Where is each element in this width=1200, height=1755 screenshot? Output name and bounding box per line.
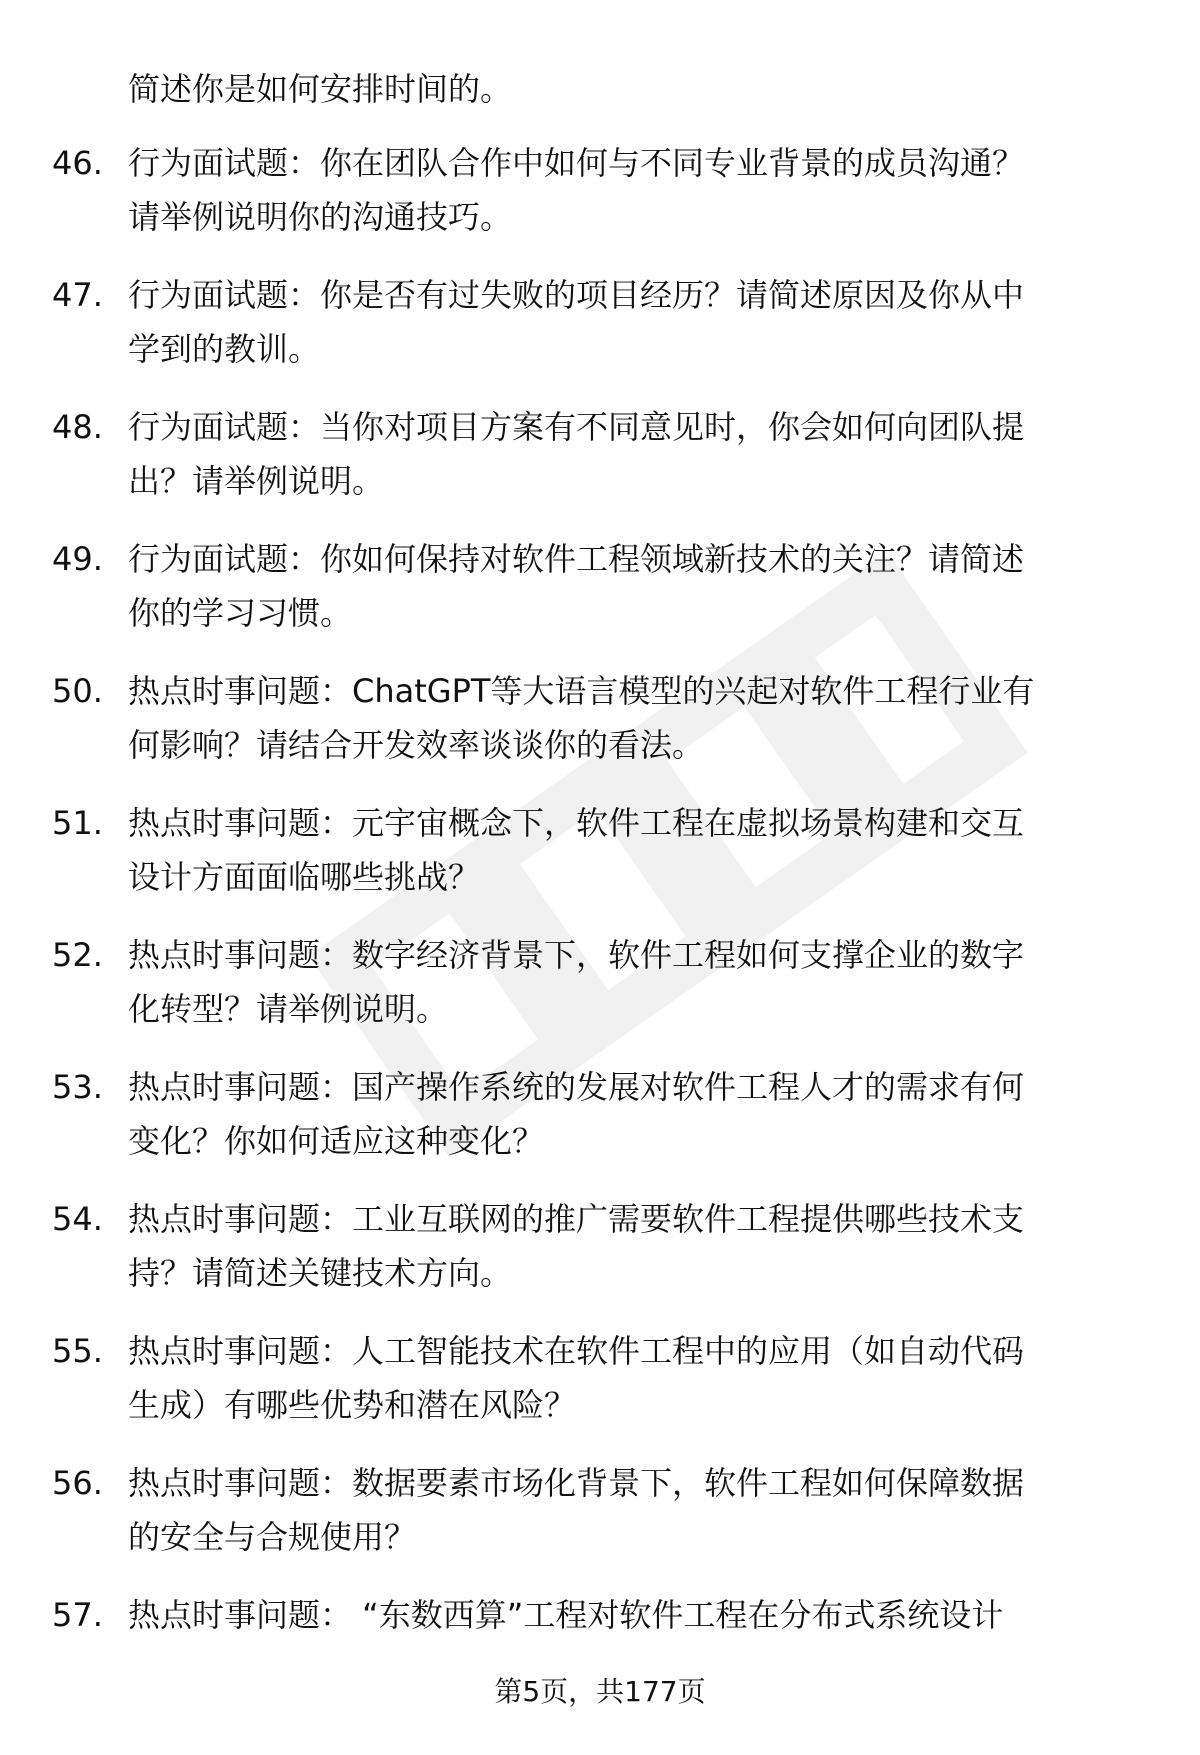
question-item <box>0 928 1200 1060</box>
question-text-line1: 热点时事问题：ChatGPT等大语言模型的兴起对软件工程行业有 <box>128 672 1035 710</box>
question-text-line1: 热点时事问题：数字经济背景下，软件工程如何支撑企业的数字 <box>128 936 1025 974</box>
question-item <box>0 268 1200 400</box>
question-text-line1: 行为面试题：你是否有过失败的项目经历？请简述原因及你从中 <box>128 276 1025 314</box>
question-text-line2: 生成）有哪些优势和潜在风险？ <box>128 1386 577 1424</box>
question-number: 47. <box>52 276 103 314</box>
question-number: 51. <box>52 804 103 842</box>
question-number: 56. <box>52 1464 103 1502</box>
question-text-line1: 热点时事问题：元宇宙概念下，软件工程在虚拟场景构建和交互 <box>128 804 1025 842</box>
question-text-line2: 学到的教训。 <box>128 330 321 368</box>
question-text-line2: 请举例说明你的沟通技巧。 <box>128 198 513 236</box>
question-text-line2: 的安全与合规使用？ <box>128 1518 417 1556</box>
question-number: 52. <box>52 936 103 974</box>
question-text-line2: 出？请举例说明。 <box>128 462 385 500</box>
question-text-line1: 热点时事问题：数据要素市场化背景下，软件工程如何保障数据 <box>128 1464 1025 1502</box>
question-number: 46. <box>52 144 103 182</box>
question-text-line1: 热点时事问题：国产操作系统的发展对软件工程人才的需求有何 <box>128 1068 1025 1106</box>
question-number: 54. <box>52 1200 103 1238</box>
question-item <box>0 664 1200 796</box>
question-text-line1: 行为面试题：你如何保持对软件工程领域新技术的关注？请简述 <box>128 540 1025 578</box>
question-list <box>0 136 1200 1720</box>
continuation-text: 简述你是如何安排时间的。 <box>128 70 513 108</box>
question-text-line2: 设计方面面临哪些挑战？ <box>128 858 481 896</box>
question-item <box>0 136 1200 268</box>
page-footer: 第5页，共177页 <box>494 1675 706 1708</box>
question-number: 49. <box>52 540 103 578</box>
question-text-line2: 何影响？请结合开发效率谈谈你的看法。 <box>128 726 705 764</box>
question-text-line1: 行为面试题：当你对项目方案有不同意见时，你会如何向团队提 <box>128 408 1025 446</box>
question-item <box>0 1192 1200 1324</box>
question-text-line1: 热点时事问题： “东数西算”工程对软件工程在分布式系统设计 <box>128 1596 1004 1634</box>
question-number: 53. <box>52 1068 103 1106</box>
question-number: 48. <box>52 408 103 446</box>
question-number: 50. <box>52 672 103 710</box>
question-item <box>0 532 1200 664</box>
question-item <box>0 400 1200 532</box>
question-text-line2: 化转型？请举例说明。 <box>128 990 449 1028</box>
question-text-line1: 热点时事问题：工业互联网的推广需要软件工程提供哪些技术支 <box>128 1200 1025 1238</box>
question-item <box>0 796 1200 928</box>
question-text-line1: 行为面试题：你在团队合作中如何与不同专业背景的成员沟通？ <box>128 144 1025 182</box>
question-item <box>0 1324 1200 1456</box>
question-item <box>0 1456 1200 1588</box>
question-text-line2: 变化？你如何适应这种变化？ <box>128 1122 545 1160</box>
question-number: 55. <box>52 1332 103 1370</box>
question-text-line1: 热点时事问题：人工智能技术在软件工程中的应用（如自动代码 <box>128 1332 1025 1370</box>
question-text-line2: 持？请简述关键技术方向。 <box>128 1254 513 1292</box>
question-text-line2: 你的学习习惯。 <box>128 594 353 632</box>
question-number: 57. <box>52 1596 103 1634</box>
question-item <box>0 1060 1200 1192</box>
